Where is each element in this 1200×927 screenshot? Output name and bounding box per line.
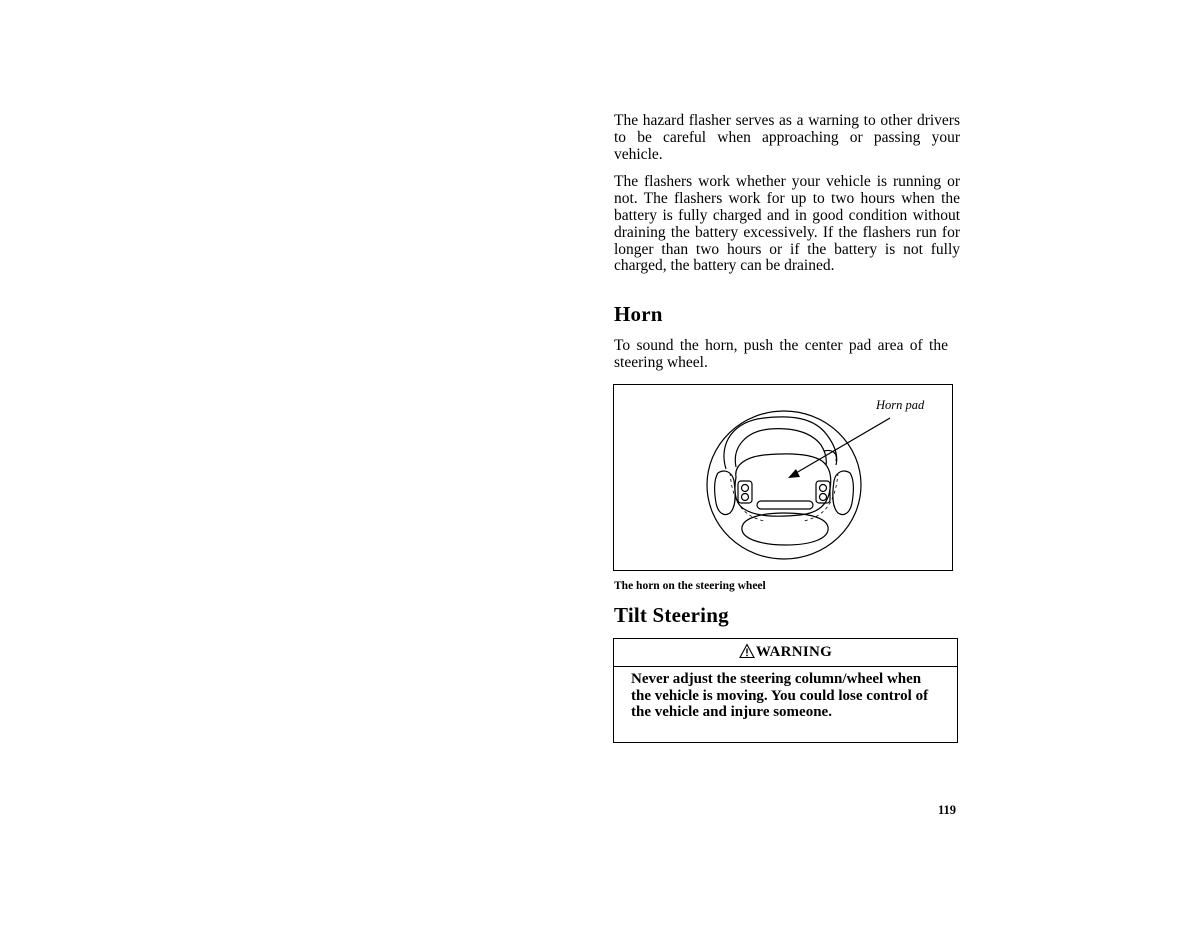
horn-pad-callout: Horn pad — [876, 398, 925, 412]
warning-header — [614, 639, 957, 667]
steering-wheel-illustration — [614, 385, 954, 572]
steering-wheel-figure — [613, 384, 953, 571]
warning-triangle-icon — [739, 643, 755, 659]
horn-heading: Horn — [614, 302, 663, 326]
figure-caption: The horn on the steering wheel — [614, 580, 766, 592]
hazard-purpose-paragraph: The hazard flasher serves as a warning to other drivers to be careful when approaching or passing your vehicle. — [614, 112, 960, 163]
warning-box — [613, 638, 958, 743]
warning-title: WARNING — [755, 644, 833, 660]
page-number: 119 — [938, 803, 957, 817]
hazard-battery-paragraph: The flashers work whether your vehicle is running or not. The flashers work for up to two hours when the battery is fully charged and in good condition without draining the battery excessively. If the flashers run for longer than two hours or if the battery is not fully charged, the battery can be drained. — [614, 173, 960, 275]
tilt-steering-heading: Tilt Steering — [614, 603, 729, 627]
horn-paragraph: To sound the horn, push the center pad area of the steering wheel. — [614, 337, 948, 371]
hazard-text-column — [614, 113, 960, 275]
warning-text: Never adjust the steering column/wheel when the vehicle is moving. You could lose control of the vehicle and injure someone. — [631, 671, 929, 721]
